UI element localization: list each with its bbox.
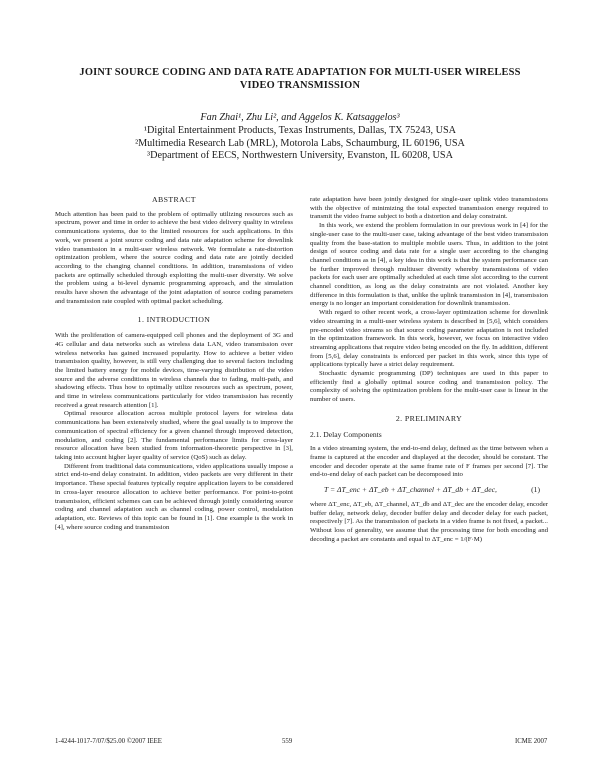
paper-title (40, 66, 560, 92)
right-paragraph-4: Stochastic dynamic programming (DP) techniques are used in this paper to efficiently find a globally optimal source coding and transmission policy. The complexity of solving the optimization problem for the multi-user case is linear in the number of users. (310, 370, 548, 404)
intro-paragraph-1: With the proliferation of camera-equipped cell phones and the deployment of 3G and 4G cellular and data networks such as wireless data LAN, video transmission over wireless networks has gained increased popularity. How to achieve a better video transmission quality, however, is still very challenging due to several factors including the limited battery energy for mobile devices, time-varying distribution of the video source and the adverse conditions in wireless channels due to fading, multi-path, and shadowing effects. Thus how to optimally utilize resources such as spectrum, power, and time in wireless communications particularly for video transmission has recently received a great research attention [1]. (55, 332, 293, 409)
author-block (40, 112, 560, 163)
footer-conference: ICME 2007 (515, 738, 548, 745)
intro-paragraph-2: Optimal resource allocation across multiple protocol layers for wireless data communications has been extensively studied, where the goal usually is to improve the communication of spectral efficiency for a given channel through improved detection, modulation, and coding [2]. The fundamental performance limits for cross-layer resource allocation have been studied from information-theoretic perspective in [3], taking into account higher layer quality of service (QoS) such as delay. (55, 410, 293, 461)
abstract-heading: ABSTRACT (152, 195, 196, 204)
equation-1 (310, 486, 548, 495)
right-paragraph-3: With regard to other recent work, a cross-layer optimization scheme for downlink video streaming in a multi-user wireless system is described in [5,6], which considers pre-encoded video streams so that source coding parameter adaptation is not included in the optimization framework. In this work, however, we focus on interactive video streaming applications that require video being encoded on the fly. In addition, different from [5,6], delay constraints is enforced per packet in this work, since this type of applications typically have a strict delay requirement. (310, 309, 548, 369)
right-column (310, 196, 548, 544)
affiliation-1: ¹Digital Entertainment Products, Texas Instruments, Dallas, TX 75243, USA (143, 124, 457, 136)
title-line-1: JOINT SOURCE CODING AND DATA RATE ADAPTATION FOR MULTI-USER WIRELESS (79, 67, 521, 78)
preliminary-heading: 2. PRELIMINARY (395, 413, 463, 423)
equation-body: T = ΔT_enc + ΔT_eb + ΔT_channel + ΔT_db + ΔT_dec, (324, 485, 497, 495)
intro-paragraph-3: Different from traditional data communications, video applications usually impose a strict end-to-end delay constraint. In addition, video packets are very different in their importance. These special features typically require application layers to be considered in cross-layer resource allocation to achieve better performance. For point-to-point transmission, efficient schemes can can be achieved through jointly considering source coding and channel adaptation such as channel coding, power control, modulation adaptation, etc. Reviews of this topic can be found in [1]. One example is the work in [4], where source coding and transmission (55, 462, 293, 531)
right-paragraph-2: In this work, we extend the problem formulation in our previous work in [4] for the single-user case to the multi-user case, taking advantage of the best video transmission quality from the base-station to multiple mobile users. Thus, in addition to the joint design of source coding and data rate for a single user according to the changing channel conditions as in [4], a key idea in this work is that the system performance can be further improved through multiuser diversity whereby transmissions of video packets for each user are optimally scheduled at each time slot according to the current channel condition, as long as the delay constraints are not violated. Another key difference in this formulation is that, unlike the uplink transmission in [4], transmission energy is no longer an important consideration for downlink transmission. (310, 222, 548, 308)
left-column (55, 196, 293, 532)
footer-copyright: 1-4244-1017-7/07/$25.00 ©2007 IEEE (55, 738, 162, 745)
delay-components-heading: 2.1. Delay Components (310, 429, 382, 439)
footer-page-number: 559 (282, 738, 293, 745)
introduction-heading: 1. INTRODUCTION (137, 315, 211, 325)
right-paragraph-1: rate adaptation have been jointly designed for single-user uplink video transmissions with the objective of minimizing the total expected transmission energy required to transmit the video frame subject to both a distortion and delay constraint. (310, 196, 548, 221)
affiliation-2: ²Multimedia Research Lab (MRL), Motorola Labs, Schaumburg, IL 60196, USA (135, 137, 465, 149)
abstract-text: Much attention has been paid to the problem of optimally utilizing resources such as spectrum, power and time in order to achieve the best video delivery quality in wireless communications systems, due to the limited resources for such applications. In this work, we present a joint source coding and data rate adaptation scheme for downlink video transmission in a multi-user wireless network. We formulate a rate-distortion optimization problem, where the source coding and data rate are jointly decided according to the changing channel conditions. In addition, transmissions of video packets are optimally scheduled through exploiting the multi-user diversity. We solve the problem using a bi-level dynamic programming approach, and the simulation results have shown the advantage of the joint adaptation of source coding parameters and transmission rate coupled with optimal packet scheduling. (55, 210, 293, 305)
author-names: Fan Zhai¹, Zhu Li², and Aggelos K. Katsaggelos³ (200, 112, 400, 123)
delay-paragraph: In a video streaming system, the end-to-end delay, defined as the time between when a frame is captured at the encoder and displayed at the decoder, should be constant. The encoder and decoder operate at the same frame rate of F frames per second [7]. The end-to-end delay of each packet can be decomposed into (310, 445, 548, 479)
affiliation-3: ³Department of EECS, Northwestern University, Evanston, IL 60208, USA (147, 150, 453, 162)
after-equation-paragraph: where ΔT_enc, ΔT_eb, ΔT_channel, ΔT_db and ΔT_dec are the encoder delay, encoder buffer delay, network delay, decoder buffer delay and decoder delay for each packet, respectively [7]. As the transmission of packets in a video frame is not fixed, a packet... Without loss of generality, we assume that the processing time for both encoding and decoding a packet are constants and equal to ΔT_enc = 1/(F·M) (310, 500, 548, 543)
title-line-2: VIDEO TRANSMISSION (239, 80, 361, 91)
equation-number: (1) (531, 485, 540, 495)
